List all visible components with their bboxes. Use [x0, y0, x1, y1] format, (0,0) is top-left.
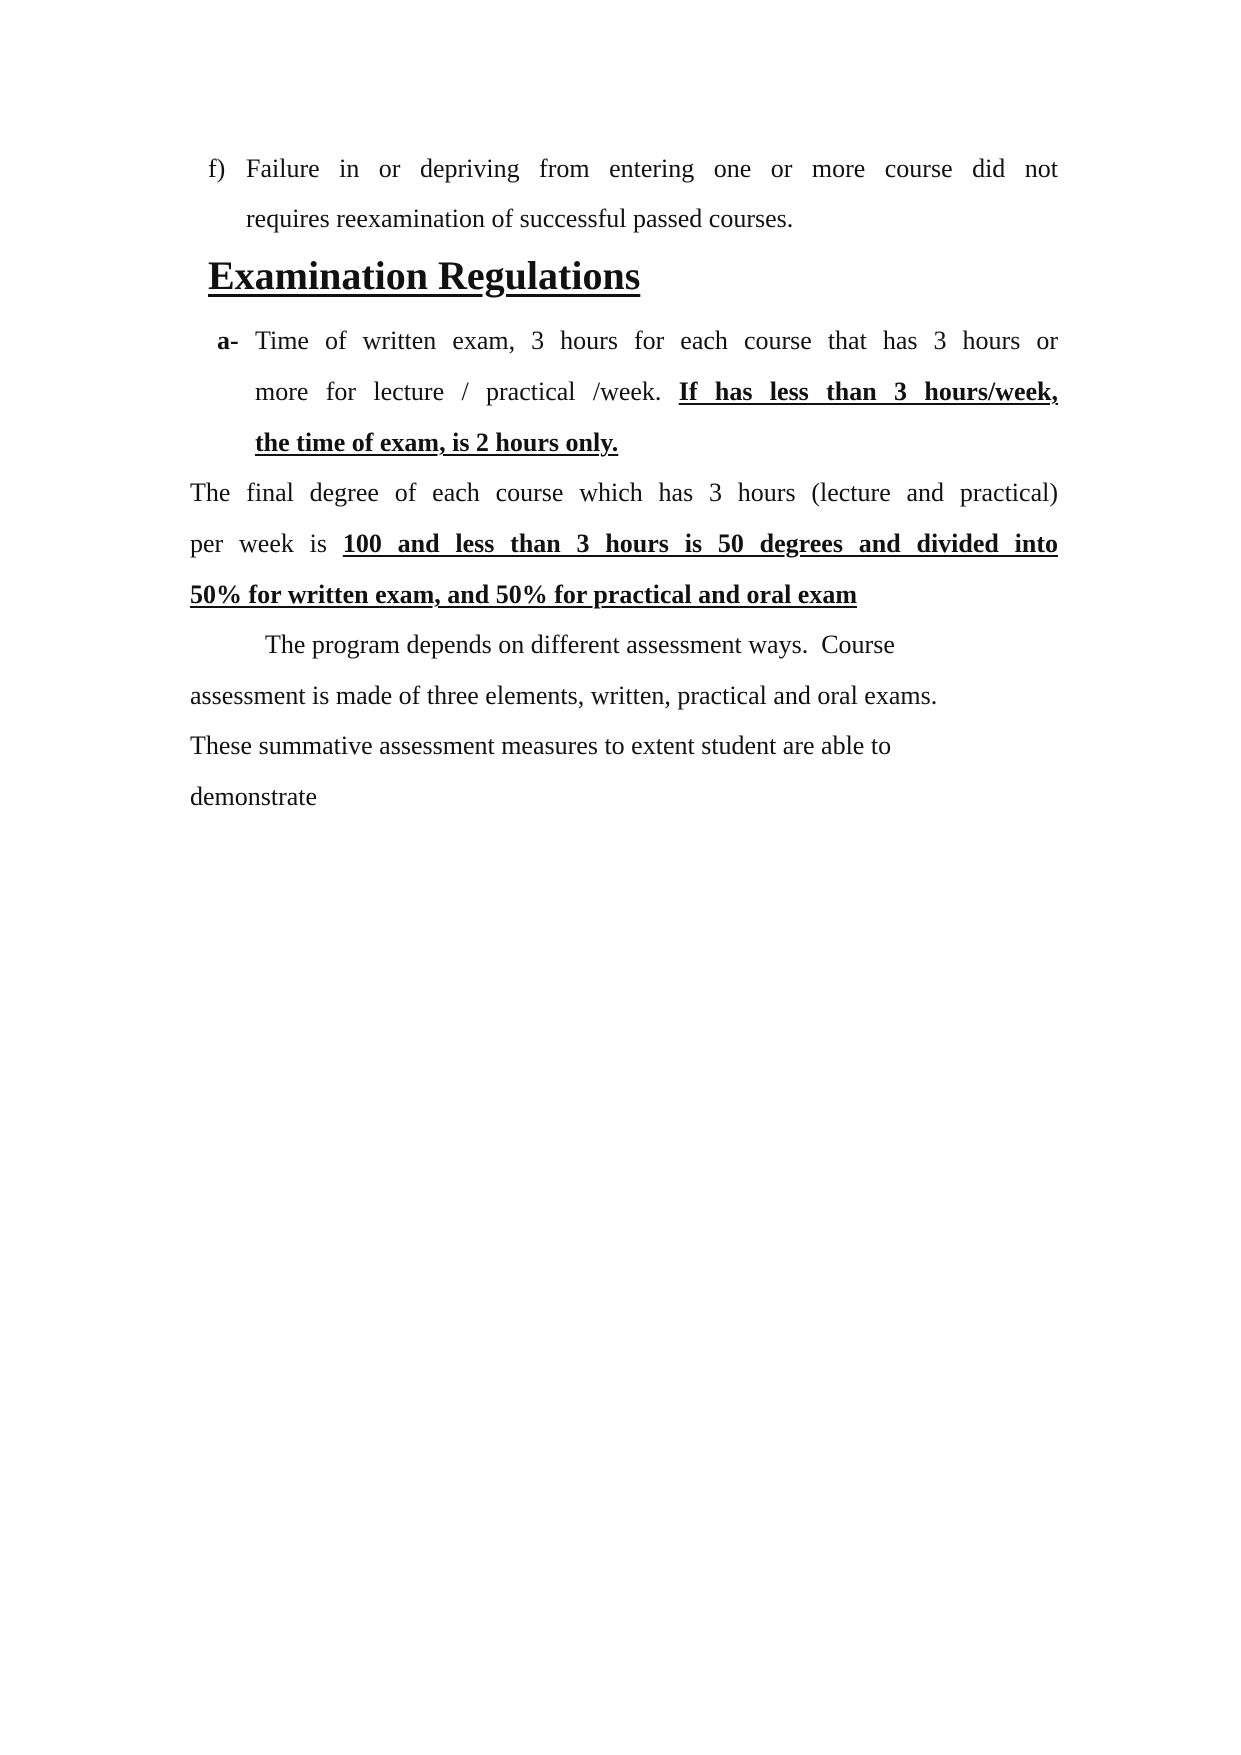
item-a-line-3: [255, 428, 618, 458]
assessment-line-3: These summative assessment measures to extent student are able to: [190, 731, 892, 760]
item-a-line-2-plain: more for lecture / practical /week.: [255, 377, 662, 406]
section-heading: Examination Regulations: [208, 253, 641, 298]
assessment-line-4: demonstrate: [190, 782, 318, 811]
item-a-line-2-emphasis: If has less than 3 hours/week,: [678, 377, 1059, 406]
degree-line-3-emphasis: 50% for written exam, and 50% for practical and oral exam: [190, 580, 857, 609]
degree-line-2: [190, 529, 1058, 559]
assessment-line-1: The program depends on different assessment ways. Course: [265, 630, 895, 659]
item-a-line-1: Time of written exam, 3 hours for each course that has 3 hours or: [255, 326, 1058, 355]
list-marker-f: f): [208, 154, 226, 183]
degree-line-2-plain: per week is: [190, 529, 328, 558]
item-a-line-2: [255, 377, 1058, 407]
list-marker-a: a-: [217, 326, 239, 355]
degree-line-2-emphasis: 100 and less than 3 hours is 50 degrees and divided into: [342, 529, 1058, 558]
assessment-line-2: assessment is made of three elements, written, practical and oral exams.: [190, 681, 938, 710]
degree-line-3: [190, 580, 857, 610]
degree-line-1: The final degree of each course which has 3 hours (lecture and practical): [190, 478, 1058, 507]
item-a-line-3-emphasis: the time of exam, is 2 hours only.: [255, 428, 619, 457]
item-f-line-2: requires reexamination of successful passed courses.: [246, 204, 794, 233]
item-f-line-1: Failure in or depriving from entering one or more course did not: [246, 154, 1058, 183]
